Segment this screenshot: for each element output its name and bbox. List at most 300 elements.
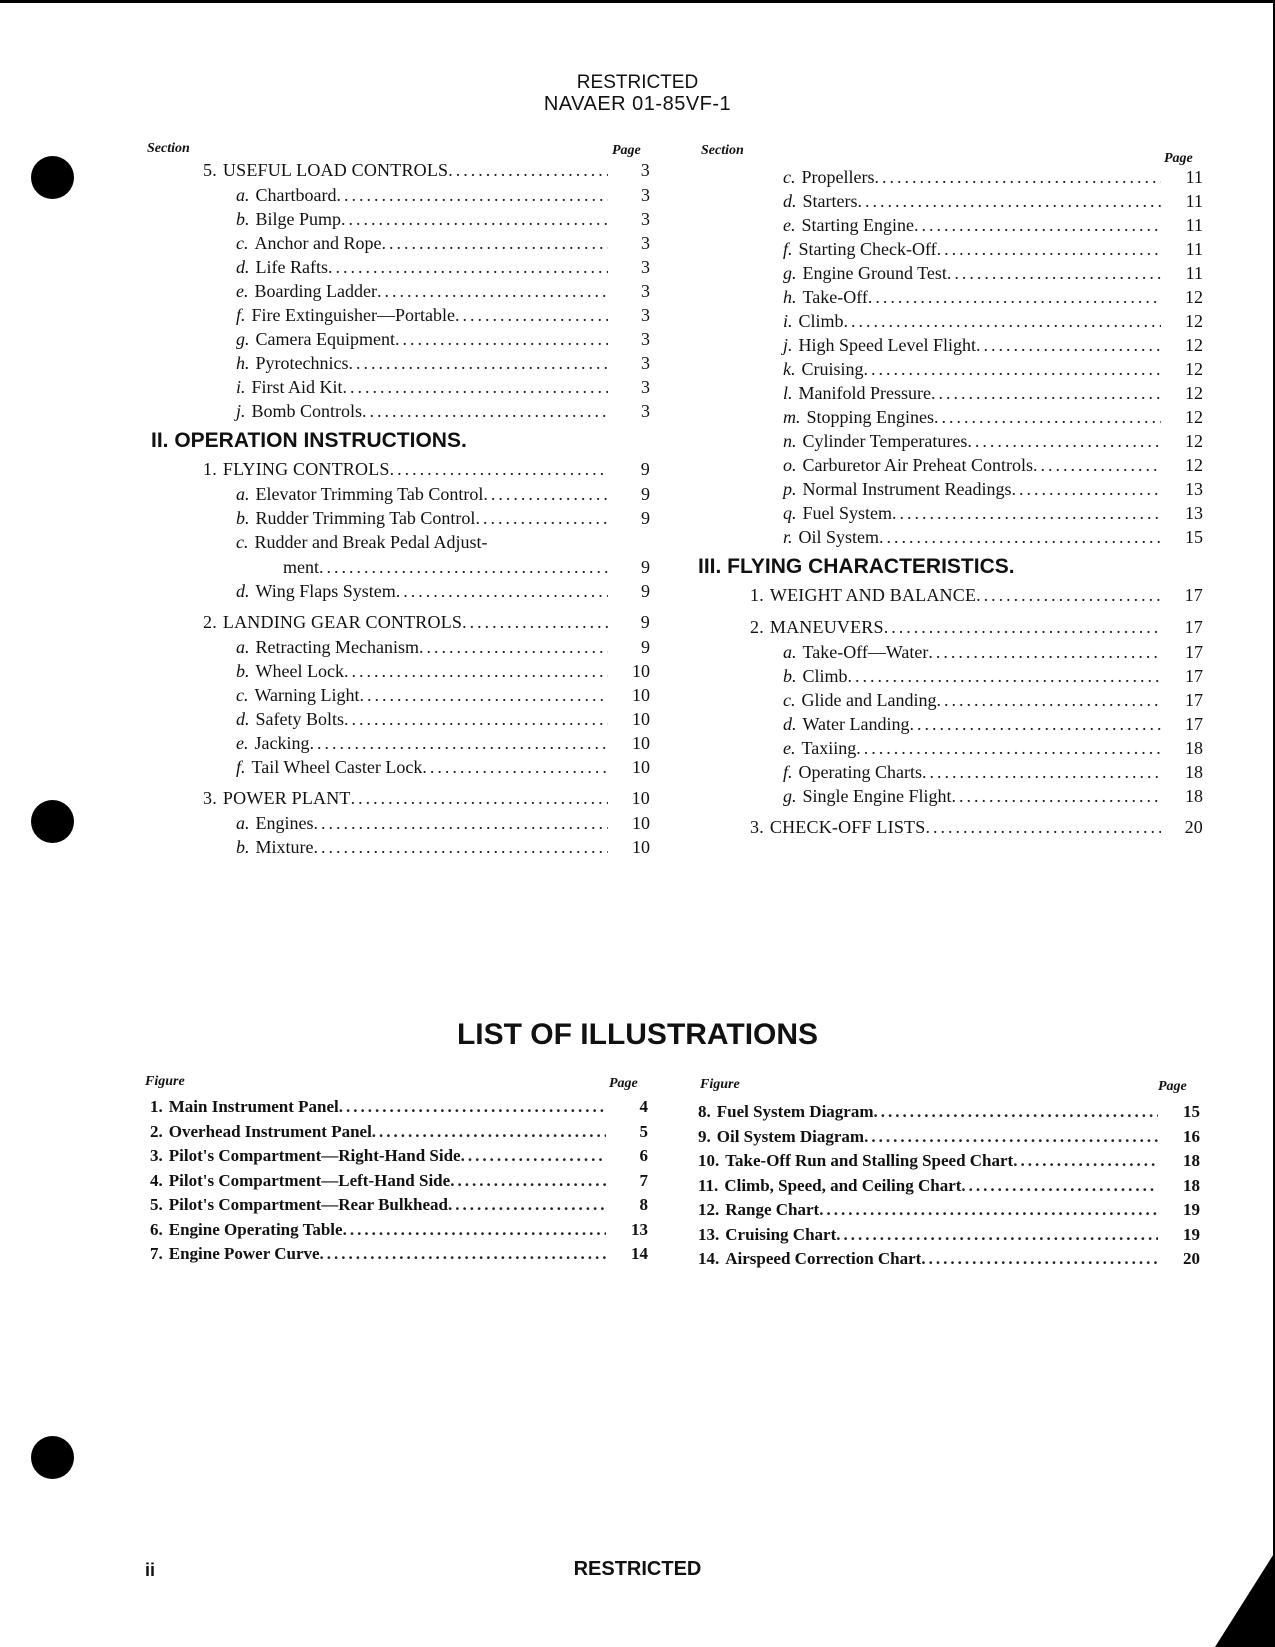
entry-label [783, 287, 868, 308]
dot-leader [314, 813, 609, 834]
entry-page: 17 [1185, 642, 1203, 662]
entry-label [783, 479, 1011, 500]
entry-label [783, 786, 952, 807]
entry-text: Tail Wheel Caster Lock [251, 757, 423, 777]
toc-entry [783, 527, 1203, 548]
entry-label [783, 215, 914, 236]
entry-text: Jacking [254, 733, 310, 753]
toc-subsection [203, 788, 650, 809]
entry-label [236, 813, 314, 834]
dot-leader [1013, 1151, 1158, 1171]
dot-leader [874, 1102, 1158, 1122]
entry-text: Wheel Lock [255, 661, 344, 681]
entry-label [236, 329, 395, 350]
entry-number: c. [236, 233, 249, 253]
toc-subsection [750, 617, 1203, 638]
dot-leader [309, 733, 608, 754]
dot-leader [1011, 479, 1161, 500]
entry-number: b. [783, 666, 797, 686]
toc-entry [236, 685, 650, 706]
entry-text: Pyrotechnics [255, 353, 349, 373]
entry-label [203, 459, 390, 480]
section-heading: III. FLYING CHARACTERISTICS. [698, 555, 1015, 578]
dot-leader [836, 1225, 1158, 1245]
dot-leader [343, 377, 608, 398]
toc-entry [236, 484, 650, 505]
dot-leader [351, 788, 608, 809]
dot-leader [892, 503, 1161, 524]
entry-label [236, 257, 328, 278]
entry-page: 10 [632, 733, 650, 753]
toc-entry [150, 1097, 648, 1117]
dot-leader [844, 311, 1161, 332]
entry-label [203, 788, 351, 809]
entry-page: 17 [1184, 585, 1203, 605]
entry-label [783, 263, 947, 284]
toc-entry [783, 263, 1203, 284]
entry-number: 4. [150, 1170, 163, 1190]
entry-text: Main Instrument Panel [168, 1097, 339, 1116]
entry-number: q. [783, 503, 797, 523]
dot-leader [864, 1127, 1158, 1147]
dot-leader [462, 612, 608, 633]
entry-number: 3. [150, 1146, 163, 1165]
entry-page: 8 [639, 1195, 648, 1214]
entry-number: d. [236, 257, 250, 277]
entry-page: 10 [632, 709, 650, 729]
entry-label [236, 484, 483, 505]
dot-leader [819, 1200, 1158, 1220]
entry-number: b. [236, 837, 250, 857]
entry-label [236, 733, 309, 754]
entry-text: Normal Instrument Readings [802, 479, 1012, 499]
entry-number: c. [783, 690, 796, 710]
toc-entry [236, 377, 650, 398]
entry-text: Engines [255, 813, 314, 833]
dot-leader [936, 690, 1161, 711]
entry-label [783, 383, 931, 404]
toc-entry [236, 757, 650, 778]
entry-text: Safety Bolts [255, 709, 344, 729]
toc-subsection [203, 612, 650, 633]
entry-label [698, 1225, 836, 1245]
entry-label [150, 1244, 320, 1264]
illustrations-title: LIST OF ILLUSTRATIONS [456, 1018, 819, 1051]
dot-leader [931, 383, 1161, 404]
entry-label [783, 407, 934, 428]
toc-entry [236, 281, 650, 302]
entry-label [203, 612, 462, 633]
entry-text: Warning Light [254, 685, 360, 705]
entry-page: 19 [1183, 1224, 1200, 1244]
entry-page: 7 [639, 1170, 648, 1190]
entry-text: Oil System [798, 527, 880, 547]
entry-page: 11 [1185, 263, 1203, 283]
toc-entry [236, 305, 650, 326]
entry-text: ment [283, 557, 319, 577]
toc-entry [783, 503, 1203, 524]
dot-leader [868, 287, 1161, 308]
entry-label [236, 532, 487, 553]
header-doc-number: NAVAER 01-85VF-1 [543, 93, 732, 115]
dot-leader [450, 1171, 606, 1191]
toc-entry [698, 1249, 1200, 1269]
entry-label [236, 401, 362, 422]
entry-text: Cruising Chart [725, 1224, 837, 1244]
toc-entry [783, 167, 1203, 188]
entry-page: 12 [1185, 455, 1203, 475]
entry-page: 10 [632, 685, 650, 705]
entry-page: 9 [641, 637, 650, 657]
col-label-page: Page [1164, 151, 1193, 166]
entry-page: 19 [1183, 1200, 1200, 1219]
toc-entry [236, 813, 650, 834]
entry-label [750, 817, 925, 838]
entry-label [236, 661, 344, 682]
toc-entry [150, 1195, 648, 1215]
entry-text: Airspeed Correction Chart [725, 1249, 922, 1268]
dot-leader [475, 508, 608, 529]
dot-leader [372, 1122, 606, 1142]
dot-leader [360, 685, 608, 706]
entry-page: 12 [1185, 359, 1203, 379]
entry-number: n. [783, 431, 797, 451]
entry-text: Fuel System Diagram [716, 1102, 874, 1121]
entry-number: a. [236, 637, 250, 657]
entry-text: Elevator Trimming Tab Control [255, 484, 484, 504]
toc-entry [783, 239, 1203, 260]
toc-entry [783, 455, 1203, 476]
toc-subsection [203, 459, 650, 480]
toc-entry [783, 690, 1203, 711]
dot-leader [1033, 455, 1161, 476]
entry-text: Rudder Trimming Tab Control [255, 508, 476, 528]
entry-number: 10. [698, 1151, 720, 1170]
entry-label [783, 311, 844, 332]
dot-leader [952, 786, 1161, 807]
entry-page: 15 [1183, 1102, 1200, 1121]
dot-leader [857, 191, 1161, 212]
footer-classification: RESTRICTED [573, 1558, 702, 1580]
entry-number: i. [236, 377, 246, 397]
toc-entry [783, 714, 1203, 735]
entry-number: f. [236, 305, 246, 325]
entry-text: Bilge Pump [255, 209, 342, 229]
toc-entry [236, 508, 650, 529]
dot-leader [336, 185, 608, 206]
entry-number: p. [783, 479, 797, 499]
entry-text: Fire Extinguisher—Portable [251, 305, 455, 325]
entry-text: First Aid Kit [251, 377, 343, 397]
entry-number: d. [783, 191, 797, 211]
dot-leader [362, 401, 608, 422]
entry-page: 10 [632, 757, 650, 777]
toc-entry [783, 762, 1203, 783]
dot-leader [947, 263, 1161, 284]
entry-number: i. [783, 311, 793, 331]
entry-text: Retracting Mechanism [255, 637, 419, 657]
entry-text: Engine Ground Test [802, 263, 947, 283]
entry-page: 20 [1184, 817, 1203, 837]
entry-page: 3 [641, 209, 650, 229]
entry-text: Bomb Controls [251, 401, 363, 421]
entry-number: a. [236, 484, 250, 504]
col-label-section: Section [701, 143, 744, 158]
toc-entry [236, 581, 650, 602]
entry-text: Glide and Landing [801, 690, 937, 710]
entry-page: 18 [1183, 1151, 1200, 1170]
entry-number: 1. [150, 1097, 163, 1116]
toc-entry [698, 1176, 1200, 1196]
toc-entry [698, 1127, 1200, 1147]
entry-number: j. [236, 401, 246, 421]
entry-page: 12 [1185, 407, 1203, 427]
entry-text: Take-Off—Water [802, 642, 929, 662]
entry-number: g. [783, 786, 797, 806]
entry-number: e. [783, 738, 796, 758]
entry-number: l. [783, 383, 793, 403]
entry-page: 18 [1185, 738, 1203, 758]
entry-text: Fuel System [802, 503, 893, 523]
entry-text: Water Landing [802, 714, 910, 734]
dot-leader [328, 257, 608, 278]
entry-page: 9 [641, 581, 650, 601]
entry-label [236, 233, 381, 254]
entry-page: 12 [1185, 383, 1203, 403]
entry-text: Climb [802, 666, 848, 686]
entry-page: 10 [632, 661, 650, 681]
toc-subsection [750, 585, 1203, 606]
dot-leader [339, 1097, 606, 1117]
toc-subsection [203, 160, 650, 181]
entry-number: b. [236, 661, 250, 681]
entry-text: Overhead Instrument Panel [168, 1121, 372, 1141]
entry-page: 10 [632, 813, 650, 833]
entry-label [783, 359, 864, 380]
entry-text: Camera Equipment [255, 329, 395, 349]
entry-label [236, 281, 377, 302]
entry-number: r. [783, 527, 793, 547]
entry-label [783, 714, 910, 735]
toc-entry [236, 185, 650, 206]
dot-leader [856, 738, 1161, 759]
entry-page: 13 [1185, 503, 1203, 523]
dot-leader [914, 215, 1161, 236]
entry-text: High Speed Level Flight [798, 335, 976, 355]
entry-text: FLYING CONTROLS [222, 459, 390, 479]
toc-entry [783, 786, 1203, 807]
entry-page: 9 [640, 612, 650, 632]
dot-leader [348, 353, 608, 374]
entry-number: b. [236, 209, 250, 229]
col-label-section: Section [147, 141, 190, 156]
entry-number: e. [236, 281, 249, 301]
entry-label [783, 455, 1033, 476]
dot-leader [976, 335, 1161, 356]
scan-edge-top [0, 0, 1275, 3]
toc-entry-continuation [283, 557, 650, 578]
toc-entry [236, 401, 650, 422]
entry-label [698, 1200, 819, 1220]
entry-number: 1. [750, 585, 764, 605]
entry-label [698, 1102, 874, 1122]
entry-number: e. [783, 215, 796, 235]
entry-text: Wing Flaps System [255, 581, 396, 601]
entry-number: b. [236, 508, 250, 528]
entry-page: 13 [631, 1219, 648, 1239]
entry-number: d. [783, 714, 797, 734]
toc-entry [783, 407, 1203, 428]
entry-text: Starting Engine [801, 215, 914, 235]
punch-hole-icon [31, 156, 74, 199]
entry-text: Mixture [255, 837, 314, 857]
toc-entry [783, 666, 1203, 687]
entry-page: 17 [1185, 690, 1203, 710]
dot-leader [455, 305, 608, 326]
entry-number: c. [783, 167, 796, 187]
entry-number: a. [236, 185, 250, 205]
entry-page: 12 [1185, 431, 1203, 451]
entry-number: c. [236, 532, 249, 552]
dot-leader [320, 1244, 606, 1264]
entry-label [783, 239, 937, 260]
entry-number: a. [783, 642, 797, 662]
entry-page: 3 [641, 305, 650, 325]
entry-label [203, 160, 448, 181]
toc-entry [783, 287, 1203, 308]
entry-text: Operating Charts [798, 762, 922, 782]
col-label-page: Page [1158, 1079, 1187, 1094]
entry-text: Boarding Ladder [254, 281, 377, 301]
dot-leader [381, 233, 608, 254]
entry-label [150, 1220, 343, 1240]
entry-text: Starting Check-Off [798, 239, 937, 259]
dot-leader [395, 329, 608, 350]
entry-number: 12. [698, 1200, 720, 1219]
toc-entry [783, 359, 1203, 380]
dot-leader [976, 585, 1161, 606]
entry-text: Pilot's Compartment—Right-Hand Side [168, 1146, 461, 1165]
header-classification: RESTRICTED [576, 72, 699, 93]
entry-number: j. [783, 335, 793, 355]
entry-label [236, 508, 475, 529]
entry-text: Rudder and Break Pedal Adjust- [254, 532, 488, 552]
toc-entry [236, 532, 650, 553]
entry-label [783, 191, 857, 212]
dot-leader [967, 431, 1161, 452]
entry-label [750, 617, 884, 638]
entry-number: f. [783, 762, 793, 782]
col-label-page: Page [609, 1076, 638, 1091]
entry-label [236, 209, 341, 230]
col-label-figure: Figure [145, 1074, 185, 1089]
entry-page: 3 [641, 257, 650, 277]
entry-label [150, 1195, 448, 1215]
punch-hole-icon [31, 800, 74, 843]
entry-label [236, 377, 343, 398]
entry-label [783, 335, 976, 356]
entry-page: 11 [1185, 191, 1203, 211]
dot-leader [396, 581, 608, 602]
toc-entry [783, 215, 1203, 236]
entry-number: e. [236, 733, 249, 753]
dot-leader [910, 714, 1161, 735]
entry-label [236, 185, 336, 206]
entry-text: Climb [798, 311, 844, 331]
dot-leader [314, 837, 609, 858]
entry-label [783, 431, 967, 452]
entry-page: 9 [641, 484, 650, 504]
entry-number: 2. [150, 1121, 163, 1141]
entry-label [698, 1127, 864, 1147]
entry-label [783, 167, 874, 188]
entry-text: CHECK-OFF LISTS [769, 817, 926, 837]
entry-page: 3 [641, 233, 650, 253]
dot-leader [961, 1176, 1158, 1196]
entry-page: 15 [1185, 527, 1203, 547]
entry-text: Engine Power Curve [168, 1244, 320, 1263]
dot-leader [422, 757, 608, 778]
entry-label [236, 581, 396, 602]
entry-number: g. [236, 329, 250, 349]
entry-text: Anchor and Rope [254, 233, 382, 253]
entry-number: d. [236, 709, 250, 729]
toc-entry [783, 191, 1203, 212]
entry-text: Pilot's Compartment—Rear Bulkhead [168, 1195, 448, 1214]
toc-entry [236, 257, 650, 278]
entry-text: Pilot's Compartment—Left-Hand Side [168, 1170, 451, 1190]
dot-leader [343, 1220, 606, 1240]
entry-text: Range Chart [725, 1200, 820, 1219]
entry-page: 11 [1185, 215, 1203, 235]
entry-page: 3 [641, 353, 650, 373]
entry-label [236, 709, 344, 730]
entry-number: 2. [750, 617, 764, 637]
entry-label [236, 353, 348, 374]
entry-page: 17 [1184, 617, 1203, 637]
entry-page: 18 [1185, 762, 1203, 782]
dot-leader [344, 661, 608, 682]
entry-text: Propellers [801, 167, 875, 187]
toc-entry [236, 233, 650, 254]
entry-text: Manifold Pressure [798, 383, 931, 403]
col-label-figure: Figure [700, 1077, 740, 1092]
toc-entry [783, 642, 1203, 663]
entry-number: h. [236, 353, 250, 373]
entry-text: Carburetor Air Preheat Controls [802, 455, 1033, 475]
entry-number: 13. [698, 1224, 720, 1244]
entry-text: Taxiing [801, 738, 857, 758]
entry-label [698, 1249, 921, 1269]
toc-entry [698, 1200, 1200, 1220]
entry-page: 5 [639, 1121, 648, 1141]
entry-number: f. [236, 757, 246, 777]
dot-leader [921, 1249, 1158, 1269]
toc-entry [150, 1146, 648, 1166]
entry-number: 8. [698, 1102, 711, 1121]
entry-label [783, 642, 928, 663]
toc-entry [236, 837, 650, 858]
punch-hole-icon [31, 1436, 74, 1479]
toc-entry [150, 1244, 648, 1264]
entry-text: Single Engine Flight [802, 786, 952, 806]
entry-text: Climb, Speed, and Ceiling Chart [724, 1175, 962, 1195]
dot-leader [448, 1195, 606, 1215]
entry-label [150, 1171, 450, 1191]
dot-leader [884, 617, 1161, 638]
entry-page: 11 [1185, 239, 1203, 259]
entry-page: 10 [631, 788, 650, 808]
